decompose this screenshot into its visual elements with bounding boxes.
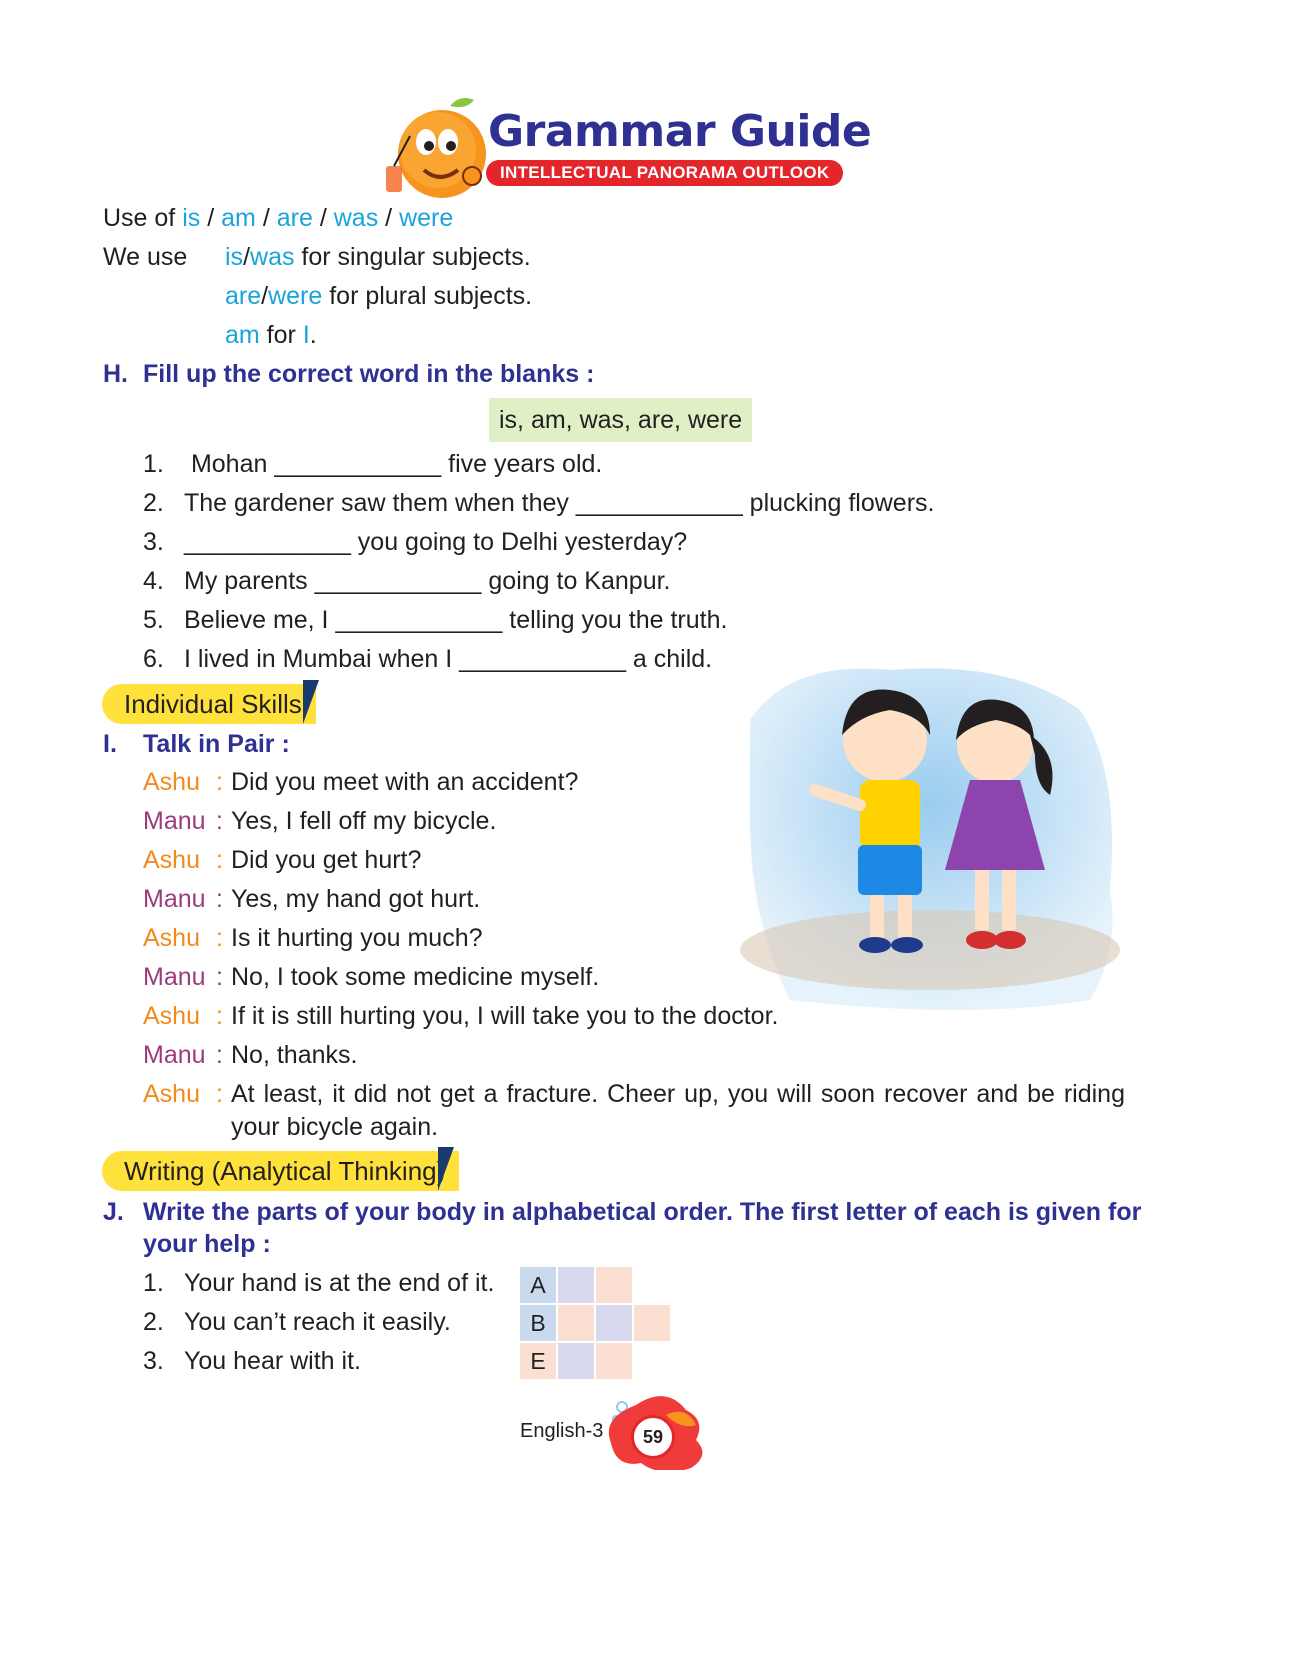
grid-cell[interactable] xyxy=(558,1305,594,1341)
speaker-colon: : xyxy=(216,1041,223,1069)
grid-cell[interactable] xyxy=(596,1343,632,1379)
intro-line: Use of is / am / are / was / were xyxy=(103,204,454,232)
dialogue-line: No, thanks. xyxy=(231,1041,358,1069)
speaker-name: Ashu xyxy=(143,1080,200,1108)
section-j-heading-line2: your help : xyxy=(143,1230,271,1258)
dialogue-line-continued: your bicycle again. xyxy=(231,1113,439,1141)
item-number: 5. xyxy=(143,606,164,634)
dialogue-line: Did you meet with an accident? xyxy=(231,768,579,796)
clue-text: You can’t reach it easily. xyxy=(184,1308,451,1336)
speaker-name: Manu xyxy=(143,885,206,913)
logo-subtitle: INTELLECTUAL PANORAMA OUTLOOK xyxy=(486,160,843,186)
item-number: 3. xyxy=(143,1347,164,1375)
grid-cell[interactable] xyxy=(596,1267,632,1303)
fill-blank-sentence: I lived in Mumbai when I ____________ a child. xyxy=(184,645,713,673)
item-number: 6. xyxy=(143,645,164,673)
section-h-heading: Fill up the correct word in the blanks : xyxy=(143,360,595,388)
dialogue-line: At least, it did not get a fracture. Cheer up, you will soon recover and be riding xyxy=(231,1080,1125,1108)
grid-cell[interactable] xyxy=(558,1343,594,1379)
grid-letter-e: E xyxy=(520,1343,556,1379)
grid-letter-b: B xyxy=(520,1305,556,1341)
section-j-label: J. xyxy=(103,1198,124,1226)
speaker-name: Manu xyxy=(143,1041,206,1069)
item-number: 4. xyxy=(143,567,164,595)
banner-tip-icon xyxy=(438,1147,454,1191)
dialogue-line: Yes, I fell off my bicycle. xyxy=(231,807,497,835)
item-number: 3. xyxy=(143,528,164,556)
footer-book-label: English-3 xyxy=(520,1420,604,1442)
children-illustration xyxy=(730,640,1130,1010)
banner-writing: Writing (Analytical Thinking) xyxy=(102,1151,459,1191)
word-box: is, am, was, are, were xyxy=(489,398,752,442)
rule-singular: is/was for singular subjects. xyxy=(225,243,531,271)
grid-cell[interactable] xyxy=(596,1305,632,1341)
speaker-colon: : xyxy=(216,885,223,913)
word-was: was xyxy=(333,204,379,232)
banner-tip-icon xyxy=(303,680,319,724)
fill-blank-sentence: ____________ you going to Delhi yesterday? xyxy=(184,528,688,556)
we-use-label: We use xyxy=(103,243,188,271)
logo-title: Grammar Guide xyxy=(488,106,872,157)
dialogue-line: Is it hurting you much? xyxy=(231,924,483,952)
grid-cell[interactable] xyxy=(634,1305,670,1341)
speaker-colon: : xyxy=(216,846,223,874)
rule-am: am for I. xyxy=(225,321,317,349)
item-number: 2. xyxy=(143,489,164,517)
speaker-name: Ashu xyxy=(143,768,200,796)
speaker-colon: : xyxy=(216,807,223,835)
clue-text: Your hand is at the end of it. xyxy=(184,1269,495,1297)
header-logo xyxy=(380,96,900,206)
speaker-colon: : xyxy=(216,768,223,796)
banner-individual-skills: Individual Skills xyxy=(102,684,316,724)
word-were: were xyxy=(399,204,454,232)
grid-cell[interactable] xyxy=(558,1267,594,1303)
word-are: are xyxy=(276,204,313,232)
rule-plural: are/were for plural subjects. xyxy=(225,282,533,310)
speaker-name: Ashu xyxy=(143,924,200,952)
speaker-name: Ashu xyxy=(143,1002,200,1030)
speaker-colon: : xyxy=(216,924,223,952)
grid-letter-a: A xyxy=(520,1267,556,1303)
speaker-colon: : xyxy=(216,963,223,991)
word-am: am xyxy=(221,204,256,232)
clue-text: You hear with it. xyxy=(184,1347,361,1375)
speaker-name: Manu xyxy=(143,807,206,835)
section-h-label: H. xyxy=(103,360,128,388)
section-i-label: I. xyxy=(103,730,117,758)
item-number: 1. xyxy=(143,1269,164,1297)
word-is: is xyxy=(182,204,201,232)
dialogue-line: Yes, my hand got hurt. xyxy=(231,885,481,913)
fill-blank-sentence: Mohan ____________ five years old. xyxy=(184,450,603,478)
fill-blank-sentence: Believe me, I ____________ telling you the truth. xyxy=(184,606,728,634)
speaker-name: Manu xyxy=(143,963,206,991)
speaker-colon: : xyxy=(216,1080,223,1108)
section-i-heading: Talk in Pair : xyxy=(143,730,290,758)
item-number: 2. xyxy=(143,1308,164,1336)
speaker-colon: : xyxy=(216,1002,223,1030)
speaker-name: Ashu xyxy=(143,846,200,874)
section-j-heading-line1: Write the parts of your body in alphabetical order. The first letter of each is given for xyxy=(143,1198,1142,1226)
fill-blank-sentence: The gardener saw them when they ____________ plucking flowers. xyxy=(184,489,935,517)
dialogue-line: If it is still hurting you, I will take you to the doctor. xyxy=(231,1002,779,1030)
dialogue-line: Did you get hurt? xyxy=(231,846,422,874)
item-number: 1. xyxy=(143,450,164,478)
fill-blank-sentence: My parents ____________ going to Kanpur. xyxy=(184,567,671,595)
dialogue-line: No, I took some medicine myself. xyxy=(231,963,600,991)
orange-mascot-icon xyxy=(380,96,500,206)
page-number: 59 xyxy=(631,1415,675,1459)
